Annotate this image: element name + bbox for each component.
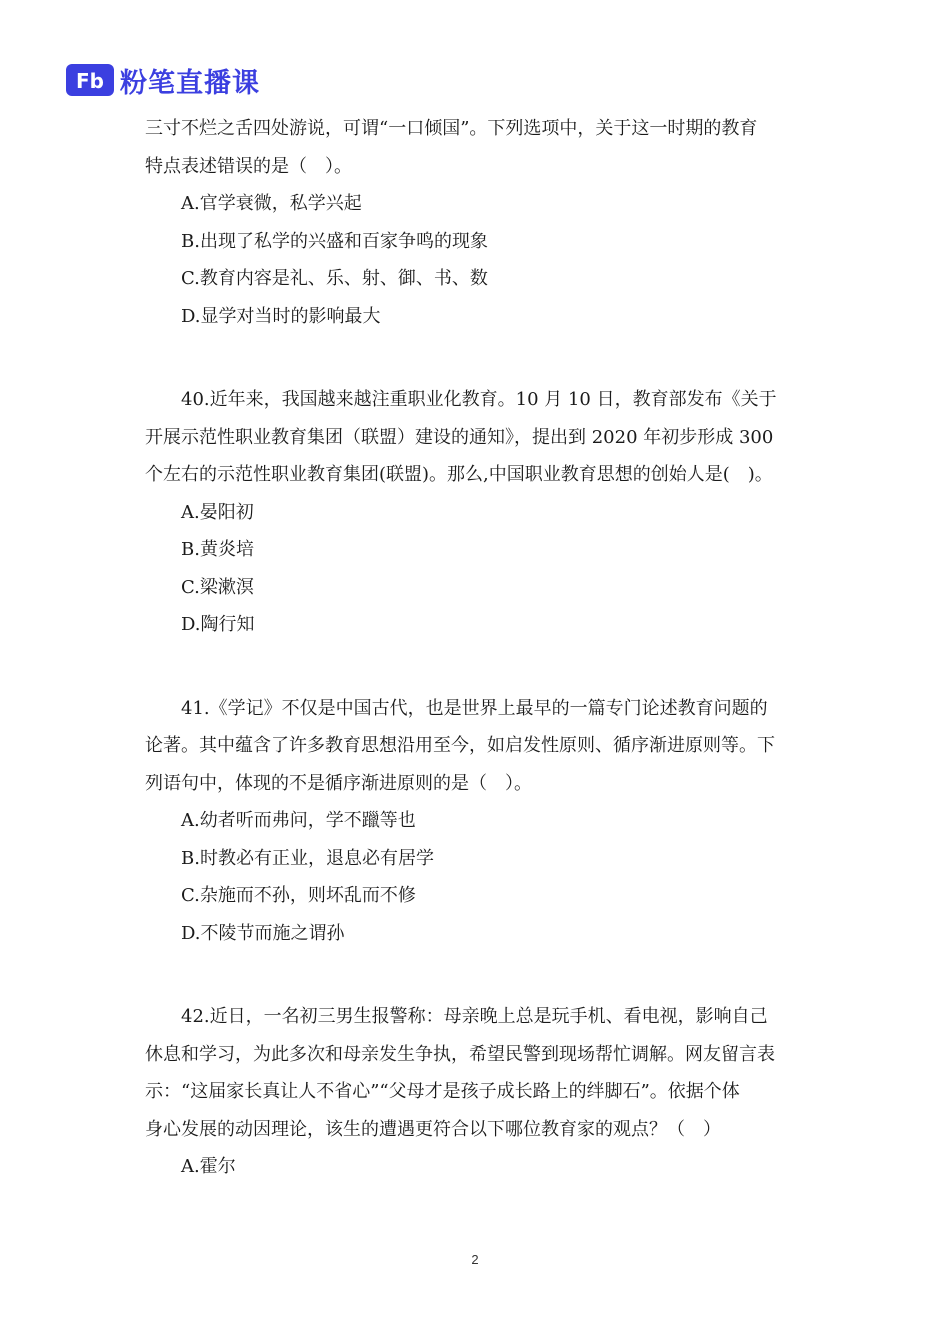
- option-a: A.霍尔: [181, 1156, 236, 1177]
- question-text: 开展示范性职业教育集团（联盟）建设的通知》，提出到 2020 年初步形成 300: [145, 426, 774, 448]
- option-b: B.黄炎培: [181, 539, 254, 560]
- question-text: 特点表述错误的是（ ）。: [145, 155, 352, 177]
- question-40: [145, 381, 810, 644]
- question-text: 个左右的示范性职业教育集团(联盟)。那么,中国职业教育思想的创始人是( )。: [145, 464, 773, 485]
- question-42: [145, 998, 810, 1186]
- document-body: [145, 110, 810, 1186]
- question-text: 身心发展的动因理论，该生的遭遇更符合以下哪位教育家的观点？（ ）: [145, 1118, 721, 1140]
- question-text: 示：“这届家长真让人不省心”“父母才是孩子成长路上的绊脚石”。依据个体: [145, 1081, 740, 1102]
- option-b: B.时教必有正业，退息必有居学: [181, 847, 434, 869]
- option-a: A.幼者听而弗问，学不躐等也: [181, 810, 416, 831]
- question-text: 列语句中，体现的不是循序渐进原则的是（ ）。: [145, 772, 532, 794]
- option-d: D.显学对当时的影响最大: [181, 305, 381, 327]
- page-number: 2: [471, 1252, 479, 1267]
- question-text: 三寸不烂之舌四处游说，可谓“一口倾国”。下列选项中，关于这一时期的教育: [145, 118, 758, 139]
- option-b: B.出现了私学的兴盛和百家争鸣的现象: [181, 230, 488, 252]
- question-text: 休息和学习，为此多次和母亲发生争执，希望民警到现场帮忙调解。网友留言表: [145, 1043, 775, 1065]
- logo-text: Fb: [76, 69, 104, 93]
- question-text: 41.《学记》不仅是中国古代，也是世界上最早的一篇专门论述教育问题的: [181, 697, 768, 719]
- option-c: C.杂施而不孙，则坏乱而不修: [181, 885, 416, 906]
- header: [66, 62, 260, 98]
- question-text: 40.近年来，我国越来越注重职业化教育。10 月 10 日，教育部发布《关于: [181, 389, 777, 410]
- brand-title: 粉笔直播课: [120, 67, 260, 99]
- question-41: [145, 690, 810, 953]
- option-d: D.不陵节而施之谓孙: [181, 922, 345, 944]
- question-text: 论著。其中蕴含了许多教育思想沿用至今，如启发性原则、循序渐进原则等。下: [145, 735, 775, 756]
- question-text: 42.近日，一名初三男生报警称：母亲晚上总是玩手机、看电视，影响自己: [181, 1006, 768, 1027]
- question-39: [145, 110, 810, 335]
- option-a: A.晏阳初: [181, 501, 254, 523]
- fenbi-logo-icon: [66, 64, 114, 96]
- option-c: C.梁漱溟: [181, 576, 254, 598]
- option-c: C.教育内容是礼、乐、射、御、书、数: [181, 268, 488, 289]
- option-d: D.陶行知: [181, 614, 255, 635]
- option-a: A.官学衰微，私学兴起: [181, 193, 362, 214]
